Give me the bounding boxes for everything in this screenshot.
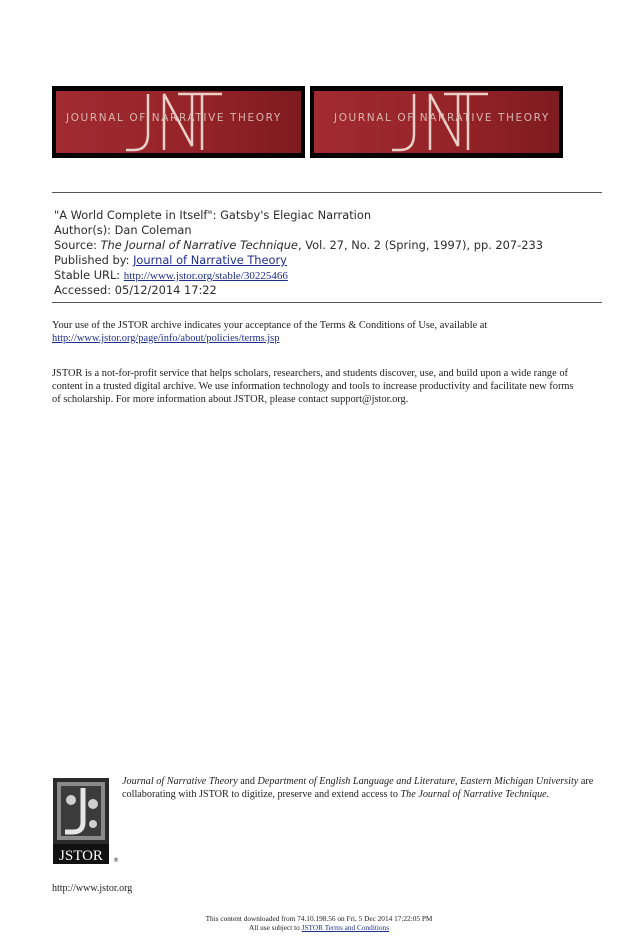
collab-and: and bbox=[237, 776, 258, 787]
journal-banner-right bbox=[310, 86, 563, 158]
banner-left-text: JOURNAL OF NARRATIVE THEORY bbox=[66, 112, 282, 124]
stable-url-link[interactable]: http://www.jstor.org/stable/30225466 bbox=[123, 270, 288, 282]
accessed-label: Accessed: bbox=[54, 283, 112, 297]
collab-target: The Journal of Narrative Technique. bbox=[400, 789, 550, 800]
jstor-logo-text: JSTOR bbox=[59, 848, 103, 864]
terms-link[interactable]: http://www.jstor.org/page/info/about/policies/terms.jsp bbox=[52, 333, 280, 344]
terms-notice bbox=[0, 923, 638, 932]
collab-dept: Department of English Language and Literature, Eastern Michigan University bbox=[257, 776, 579, 787]
divider-top bbox=[52, 192, 602, 193]
source-line bbox=[54, 238, 543, 252]
collab-middle: are collaborating with JSTOR to digitize, preserve and extend access to bbox=[122, 776, 594, 800]
collab-journal: Journal of Narrative Theory bbox=[122, 776, 238, 787]
source-details: , Vol. 27, No. 2 (Spring, 1997), pp. 207-233 bbox=[297, 238, 544, 252]
source-label: Source: bbox=[54, 238, 97, 252]
author-label: Author(s): bbox=[54, 223, 112, 237]
source-journal: The Journal of Narrative Technique bbox=[100, 238, 298, 252]
terms-paragraph bbox=[52, 319, 604, 345]
author-line bbox=[54, 223, 192, 237]
accessed-date: 05/12/2014 17:22 bbox=[114, 283, 217, 297]
author-name: Dan Coleman bbox=[114, 223, 192, 237]
banner-right-text: JOURNAL OF NARRATIVE THEORY bbox=[334, 112, 550, 124]
published-line bbox=[54, 253, 287, 267]
terms-conditions-link[interactable]: JSTOR Terms and Conditions bbox=[301, 923, 390, 932]
article-title: "A World Complete in Itself": Gatsby's Elegiac Narration bbox=[54, 208, 372, 222]
about-line-2: content in a trusted digital archive. We use information technology and tools to increase productivity and facilitate new forms bbox=[52, 381, 574, 392]
about-line-3: of scholarship. For more information about JSTOR, please contact support@jstor.org. bbox=[52, 394, 409, 405]
terms-text: Your use of the JSTOR archive indicates your acceptance of the Terms & Conditions of Use, available at bbox=[52, 320, 488, 331]
stable-url-line bbox=[54, 268, 288, 282]
journal-banner-left bbox=[52, 86, 305, 158]
download-notice: This content downloaded from 74.10.198.56 on Fri, 5 Dec 2014 17:22:05 PM bbox=[205, 914, 433, 923]
publisher-link[interactable]: Journal of Narrative Theory bbox=[133, 253, 287, 267]
collaboration-statement bbox=[122, 775, 602, 801]
accessed-line bbox=[54, 283, 217, 297]
divider-bottom bbox=[52, 302, 602, 303]
terms-notice-prefix: All use subject to bbox=[248, 923, 302, 932]
about-line-1: JSTOR is a not-for-profit service that helps scholars, researchers, and students discover, use, and build upon a wide range of bbox=[52, 368, 568, 379]
stable-url-label: Stable URL: bbox=[54, 268, 121, 282]
svg-text:®: ® bbox=[113, 857, 119, 864]
published-label: Published by: bbox=[54, 253, 130, 267]
jstor-url[interactable]: http://www.jstor.org bbox=[52, 883, 133, 894]
about-paragraph bbox=[52, 367, 604, 406]
jstor-logo-icon bbox=[53, 778, 118, 868]
